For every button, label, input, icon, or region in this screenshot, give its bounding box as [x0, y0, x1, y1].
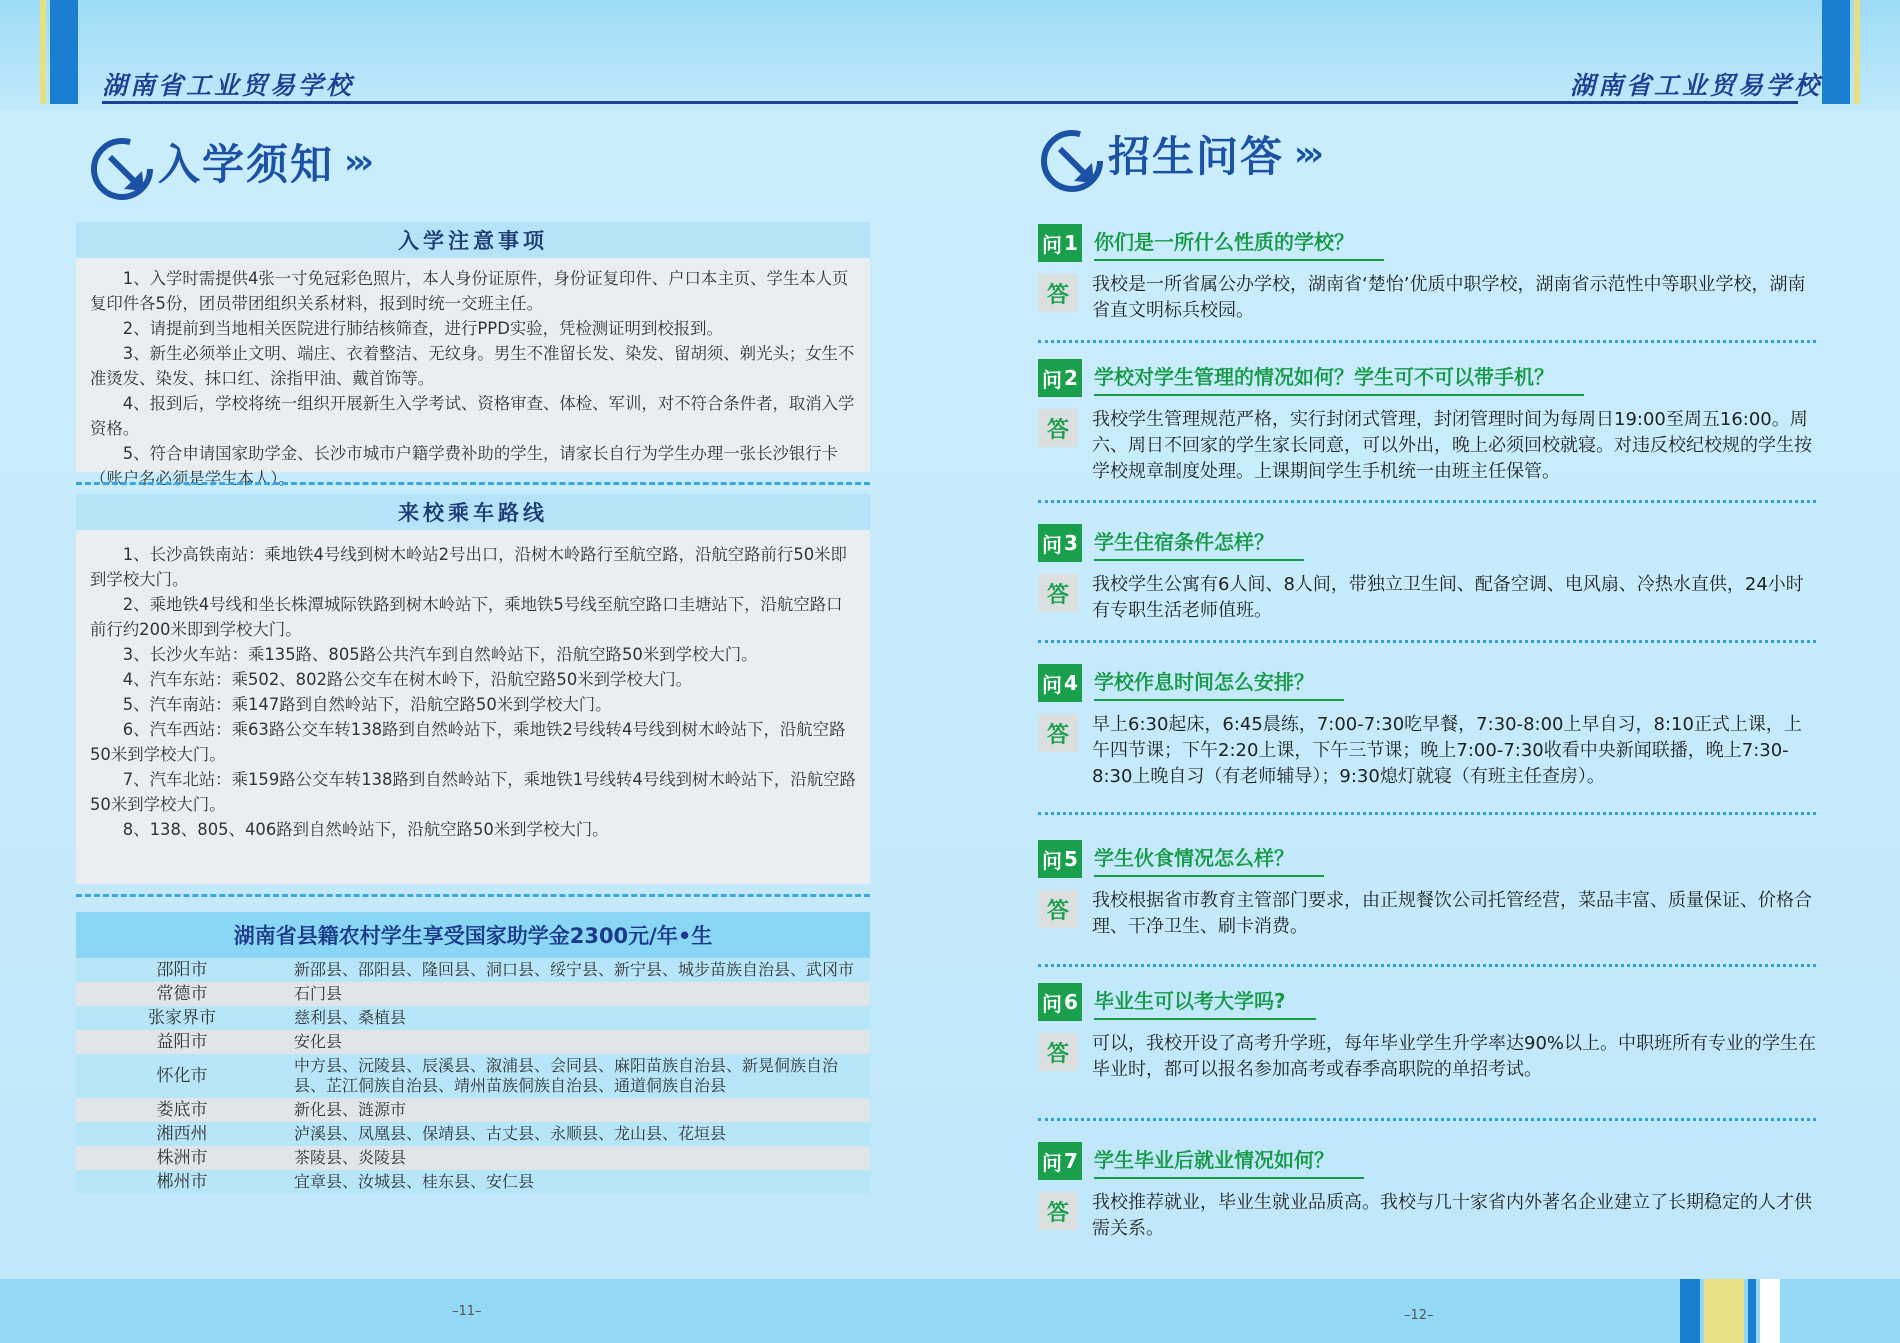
city-cell: 郴州市 — [76, 1170, 288, 1194]
chevrons-icon: ››› — [1294, 134, 1319, 174]
answer-text: 我校是一所省属公办学校，湖南省‘楚怡’优质中职学校，湖南省示范性中等职业学校，湖南省直文明标兵校园。 — [1092, 274, 1806, 321]
divider — [76, 894, 870, 897]
section-title-faq — [1038, 124, 1318, 184]
qa-item — [1038, 1142, 1818, 1242]
answer-badge: 答 — [1038, 1192, 1078, 1230]
note-item: 5、符合申请国家助学金、长沙市城市户籍学费补助的学生，请家长自行为学生办理一张长沙银行卡（账户名必须是学生本人）。 — [90, 444, 839, 488]
answer-text: 早上6:30起床，6:45晨练，7:00-7:30吃早餐，7:30-8:00上早自习，8:10正式上课，上午四节课；下午2:20上课，下午三节课；晚上7:00-7:30收看中央新闻联播，晚上7:30-8:30上晚自习（有老师辅导）；9:30熄灯就寝（有班主任查房）。 — [1092, 714, 1802, 787]
divider — [1038, 1118, 1816, 1121]
answer-badge: 答 — [1038, 274, 1078, 312]
header-rule — [102, 101, 950, 104]
counties-cell: 泸溪县、凤凰县、保靖县、古丈县、永顺县、龙山县、花垣县 — [288, 1122, 870, 1146]
question-text: 你们是一所什么性质的学校？ — [1094, 226, 1384, 261]
question-badge: 问 2 — [1038, 359, 1082, 397]
divider — [1038, 812, 1816, 815]
question-badge: 问 3 — [1038, 524, 1082, 562]
table-row — [76, 958, 870, 982]
notes-title: 入学注意事项 — [76, 222, 870, 258]
note-item: 3、新生必须举止文明、端庄、衣着整洁、无纹身。男生不准留长发、染发、留胡须、剃光头；女生不准烫发、染发、抹口红、涂指甲油、戴首饰等。 — [90, 344, 855, 388]
page-number-right: –12– — [1404, 1308, 1434, 1323]
qa-item — [1038, 664, 1818, 790]
table-row — [76, 982, 870, 1006]
aid-table-title: 湖南省县籍农村学生享受国家助学金2300元/年•生 — [76, 912, 870, 958]
divider — [1038, 500, 1816, 503]
counties-cell: 宜章县、汝城县、桂东县、安仁县 — [288, 1170, 870, 1194]
aid-table — [76, 912, 870, 1194]
divider — [76, 482, 870, 485]
answer-text: 我校学生管理规范严格，实行封闭式管理，封闭管理时间为每周日19:00至周五16:00。周六、周日不回家的学生家长同意，可以外出，晚上必须回校就寝。对违反校纪校规的学生按学校规章制度处理。上课期间学生手机统一由班主任保管。 — [1092, 409, 1812, 482]
answer-badge: 答 — [1038, 574, 1078, 612]
qa-item — [1038, 359, 1818, 485]
answer-text: 可以，我校开设了高考升学班，每年毕业学生升学率达90%以上。中职班所有专业的学生在毕业时，都可以报名参加高考或春季高职院的单招考试。 — [1092, 1033, 1817, 1080]
city-cell: 益阳市 — [76, 1030, 288, 1054]
route-item: 2、乘地铁4号线和坐长株潭城际铁路到树木岭站下，乘地铁5号线至航空路口圭塘站下，沿航空路口前行约200米即到学校大门。 — [90, 595, 843, 639]
table-row — [76, 1122, 870, 1146]
section-title-text: 入学须知 — [158, 140, 335, 189]
counties-cell: 安化县 — [288, 1030, 870, 1054]
arrow-circle-icon — [1038, 127, 1092, 181]
footer-stripe-thin — [1748, 1279, 1756, 1343]
route-item: 4、汽车东站：乘502、802路公交车在树木岭下，沿航空路50米到学校大门。 — [122, 670, 692, 689]
answer-badge: 答 — [1038, 714, 1078, 752]
footer-stripe-white — [1760, 1279, 1780, 1343]
qa-item — [1038, 983, 1818, 1083]
qa-item — [1038, 224, 1818, 324]
page-number-left: –11– — [452, 1304, 482, 1319]
question-badge: 问 6 — [1038, 983, 1082, 1021]
answer-badge: 答 — [1038, 890, 1078, 928]
table-row — [76, 1006, 870, 1030]
header-stripe — [50, 0, 78, 104]
counties-cell: 慈利县、桑植县 — [288, 1006, 870, 1030]
city-cell: 怀化市 — [76, 1054, 288, 1098]
counties-cell: 中方县、沅陵县、辰溪县、溆浦县、会同县、麻阳苗族自治县、新晃侗族自治县、芷江侗族自治县、靖州苗族侗族自治县、通道侗族自治县 — [288, 1054, 870, 1098]
header-rule — [950, 101, 1798, 104]
table-row — [76, 1054, 870, 1098]
counties-cell: 茶陵县、炎陵县 — [288, 1146, 870, 1170]
qa-item — [1038, 524, 1818, 624]
divider — [1038, 964, 1816, 967]
note-item: 4、报到后，学校将统一组织开展新生入学考试、资格审查、体检、军训，对不符合条件者，取消入学资格。 — [90, 394, 855, 438]
counties-cell: 新化县、涟源市 — [288, 1098, 870, 1122]
routes-box — [76, 494, 870, 884]
section-title-admission — [88, 132, 368, 192]
routes-title: 来校乘车路线 — [76, 494, 870, 530]
table-row — [76, 1146, 870, 1170]
route-item: 8、138、805、406路到自然岭站下，沿航空路50米到学校大门。 — [122, 820, 609, 839]
divider — [1038, 340, 1816, 343]
city-cell: 娄底市 — [76, 1098, 288, 1122]
school-name-right: 湖南省工业贸易学校 — [1570, 71, 1823, 100]
city-cell: 湘西州 — [76, 1122, 288, 1146]
routes-body — [76, 530, 870, 852]
arrow-circle-icon — [88, 135, 142, 189]
route-item: 3、长沙火车站：乘135路、805路公共汽车到自然岭站下，沿航空路50米到学校大门。 — [122, 645, 758, 664]
notes-body — [76, 258, 870, 501]
note-item: 2、请提前到当地相关医院进行肺结核筛查，进行PPD实验，凭检测证明到校报到。 — [122, 319, 723, 338]
header-stripe-yellow — [1854, 0, 1860, 104]
answer-text: 我校学生公寓有6人间、8人间，带独立卫生间、配备空调、电风扇、冷热水直供，24小时有专职生活老师值班。 — [1092, 574, 1804, 621]
question-text: 学生伙食情况怎么样？ — [1094, 842, 1324, 877]
divider — [1038, 640, 1816, 643]
city-cell: 株洲市 — [76, 1146, 288, 1170]
route-item: 5、汽车南站：乘147路到自然岭站下，沿航空路50米到学校大门。 — [122, 695, 612, 714]
city-cell: 常德市 — [76, 982, 288, 1006]
qa-item — [1038, 840, 1818, 940]
footer-stripe — [1680, 1279, 1700, 1343]
city-cell: 张家界市 — [76, 1006, 288, 1030]
route-item: 7、汽车北站：乘159路公交车转138路到自然岭站下，乘地铁1号线转4号线到树木岭站下，沿航空路50米到学校大门。 — [90, 770, 856, 814]
answer-text: 我校根据省市教育主管部门要求，由正规餐饮公司托管经营，菜品丰富、质量保证、价格合理、干净卫生、刷卡消费。 — [1092, 890, 1812, 937]
notes-box — [76, 222, 870, 488]
section-title-text: 招生问答 — [1108, 132, 1285, 181]
question-badge: 问 5 — [1038, 840, 1082, 878]
header-stripe-yellow — [40, 0, 46, 104]
question-text: 学校对学生管理的情况如何？学生可不可以带手机？ — [1094, 361, 1584, 396]
question-text: 学校作息时间怎么安排？ — [1094, 666, 1344, 701]
counties-cell: 新邵县、邵阳县、隆回县、洞口县、绥宁县、新宁县、城步苗族自治县、武冈市 — [288, 958, 870, 982]
answer-badge: 答 — [1038, 409, 1078, 447]
route-item: 6、汽车西站：乘63路公交车转138路到自然岭站下，乘地铁2号线转4号线到树木岭站下，沿航空路50米到学校大门。 — [90, 720, 846, 764]
table-row — [76, 1030, 870, 1054]
chevrons-icon: ››› — [344, 142, 369, 182]
header-stripe — [1822, 0, 1850, 104]
table-row — [76, 1098, 870, 1122]
question-badge: 问 7 — [1038, 1142, 1082, 1180]
question-text: 学生住宿条件怎样？ — [1094, 526, 1304, 561]
question-badge: 问 1 — [1038, 224, 1082, 262]
route-item: 1、长沙高铁南站：乘地铁4号线到树木岭站2号出口，沿树木岭路行至航空路，沿航空路前行50米即到学校大门。 — [90, 545, 847, 589]
question-badge: 问 4 — [1038, 664, 1082, 702]
answer-text: 我校推荐就业，毕业生就业品质高。我校与几十家省内外著名企业建立了长期稳定的人才供需关系。 — [1092, 1192, 1812, 1239]
question-text: 学生毕业后就业情况如何？ — [1094, 1144, 1364, 1179]
school-name-left: 湖南省工业贸易学校 — [102, 71, 355, 100]
city-cell: 邵阳市 — [76, 958, 288, 982]
footer-stripe-yellow — [1704, 1279, 1744, 1343]
counties-cell: 石门县 — [288, 982, 870, 1006]
answer-badge: 答 — [1038, 1033, 1078, 1071]
table-row — [76, 1170, 870, 1194]
question-text: 毕业生可以考大学吗? — [1094, 985, 1316, 1020]
note-item: 1、入学时需提供4张一寸免冠彩色照片，本人身份证原件，身份证复印件、户口本主页、学生本人页复印件各5份，团员带团组织关系材料，报到时统一交班主任。 — [90, 269, 849, 313]
